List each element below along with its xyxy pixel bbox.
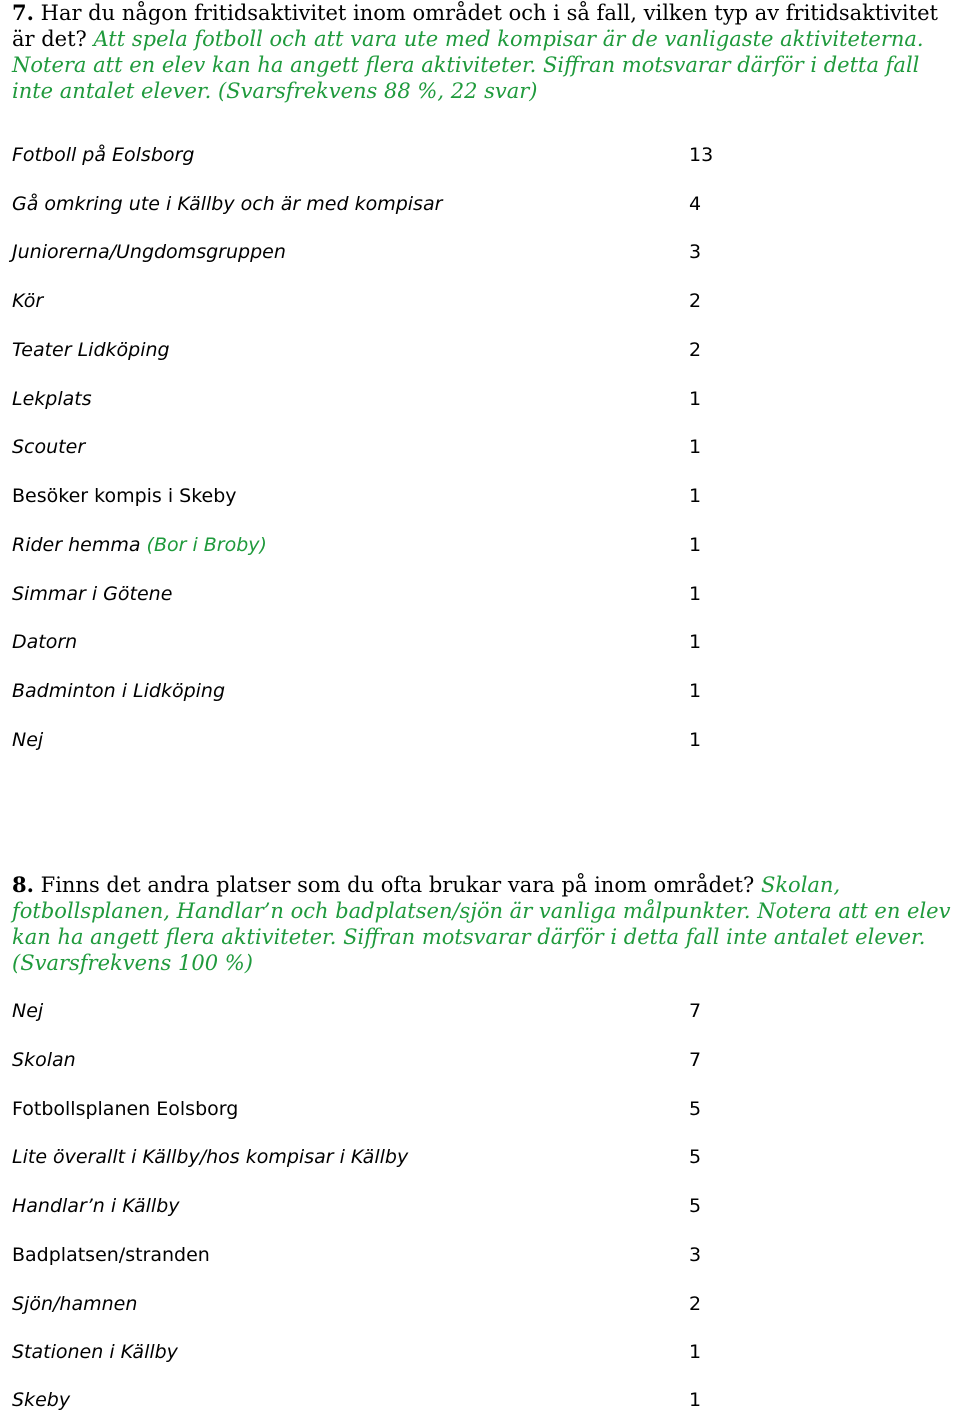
answer-count: 5 <box>689 1195 702 1217</box>
answer-label: Fotboll på Eolsborg <box>12 144 195 166</box>
answer-row <box>12 997 712 1025</box>
answer-label: Datorn <box>12 631 78 653</box>
answer-count: 1 <box>689 1341 702 1363</box>
answer-label: Sjön/hamnen <box>12 1293 138 1315</box>
answer-count: 1 <box>689 436 702 458</box>
question-8-number: 8. <box>12 872 34 897</box>
question-8-heading <box>12 872 952 976</box>
answer-count: 7 <box>689 1049 702 1071</box>
answer-label: Kör <box>12 290 44 312</box>
question-7-text: Har du någon fritidsaktivitet inom området och i så fall, vilken typ av fritidsaktivitet är det? <box>12 1 938 51</box>
answer-label <box>12 531 267 559</box>
answer-row <box>12 726 712 754</box>
answer-count: 2 <box>689 290 702 312</box>
answer-label: Badminton i Lidköping <box>12 680 226 702</box>
answer-label: Skeby <box>12 1389 71 1411</box>
answer-row <box>12 336 712 364</box>
answer-count: 3 <box>689 1244 702 1266</box>
answer-row <box>12 628 712 656</box>
answer-count: 1 <box>689 485 702 507</box>
answer-row <box>12 1095 712 1123</box>
answer-count: 1 <box>689 388 702 410</box>
answer-label: Handlar’n i Källby <box>12 1195 180 1217</box>
answer-row <box>12 1386 712 1414</box>
answer-label: Lite överallt i Källby/hos kompisar i Källby <box>12 1146 409 1168</box>
answer-note: (Bor i Broby) <box>146 534 267 556</box>
answer-count: 3 <box>689 241 702 263</box>
answer-count: 4 <box>689 193 702 215</box>
answer-row <box>12 531 712 559</box>
answer-count: 5 <box>689 1146 702 1168</box>
answer-label: Badplatsen/stranden <box>12 1244 210 1266</box>
answer-label: Fotbollsplanen Eolsborg <box>12 1098 239 1120</box>
answer-label: Scouter <box>12 436 86 458</box>
answer-label: Gå omkring ute i Källby och är med kompisar <box>12 193 443 215</box>
answer-label: Juniorerna/Ungdomsgruppen <box>12 241 286 263</box>
answer-label-text: Rider hemma <box>12 534 141 556</box>
answer-count: 7 <box>689 1000 702 1022</box>
answer-row <box>12 1143 712 1171</box>
answer-label: Nej <box>12 729 44 751</box>
answer-count: 5 <box>689 1098 702 1120</box>
answer-row <box>12 1241 712 1269</box>
answer-count: 1 <box>689 680 702 702</box>
answer-label: Stationen i Källby <box>12 1341 178 1363</box>
answer-row <box>12 1338 712 1366</box>
answer-count: 2 <box>689 1293 702 1315</box>
question-8-text: Finns det andra platser som du ofta brukar vara på inom området? <box>40 873 755 897</box>
answer-label: Lekplats <box>12 388 92 410</box>
answer-row <box>12 287 712 315</box>
answer-row <box>12 1290 712 1318</box>
answer-label: Teater Lidköping <box>12 339 170 361</box>
answer-count: 1 <box>689 534 702 556</box>
answer-row <box>12 141 712 169</box>
answer-row <box>12 482 712 510</box>
answer-row <box>12 433 712 461</box>
answer-count: 1 <box>689 631 702 653</box>
answer-row <box>12 1192 712 1220</box>
answer-count: 1 <box>689 583 702 605</box>
answer-row <box>12 677 712 705</box>
answer-row <box>12 238 712 266</box>
question-7-comment: Att spela fotboll och att vara ute med kompisar är de vanligaste aktiviteterna. Notera att en elev kan ha angett flera aktiviteter. Siffran motsvarar därför i detta fall inte antalet elever. (Svarsfrekvens 88 %, 22 svar) <box>12 27 924 103</box>
answer-label: Skolan <box>12 1049 76 1071</box>
question-7-number: 7. <box>12 0 34 25</box>
answer-label: Nej <box>12 1000 44 1022</box>
answer-row <box>12 580 712 608</box>
answer-count: 1 <box>689 1389 702 1411</box>
answer-count: 13 <box>689 144 714 166</box>
answer-count: 2 <box>689 339 702 361</box>
question-8-comment: Skolan, fotbollsplanen, Handlar’n och badplatsen/sjön är vanliga målpunkter. Notera att en elev kan ha angett flera aktiviteter. Siffran motsvarar därför i detta fall inte antalet elever. (Svarsfrekvens 100 %) <box>12 873 951 975</box>
answer-label: Besöker kompis i Skeby <box>12 485 237 507</box>
answer-row <box>12 1046 712 1074</box>
answer-count: 1 <box>689 729 702 751</box>
answer-label: Simmar i Götene <box>12 583 173 605</box>
question-7-heading <box>12 0 952 104</box>
answer-row <box>12 385 712 413</box>
answer-row <box>12 190 712 218</box>
